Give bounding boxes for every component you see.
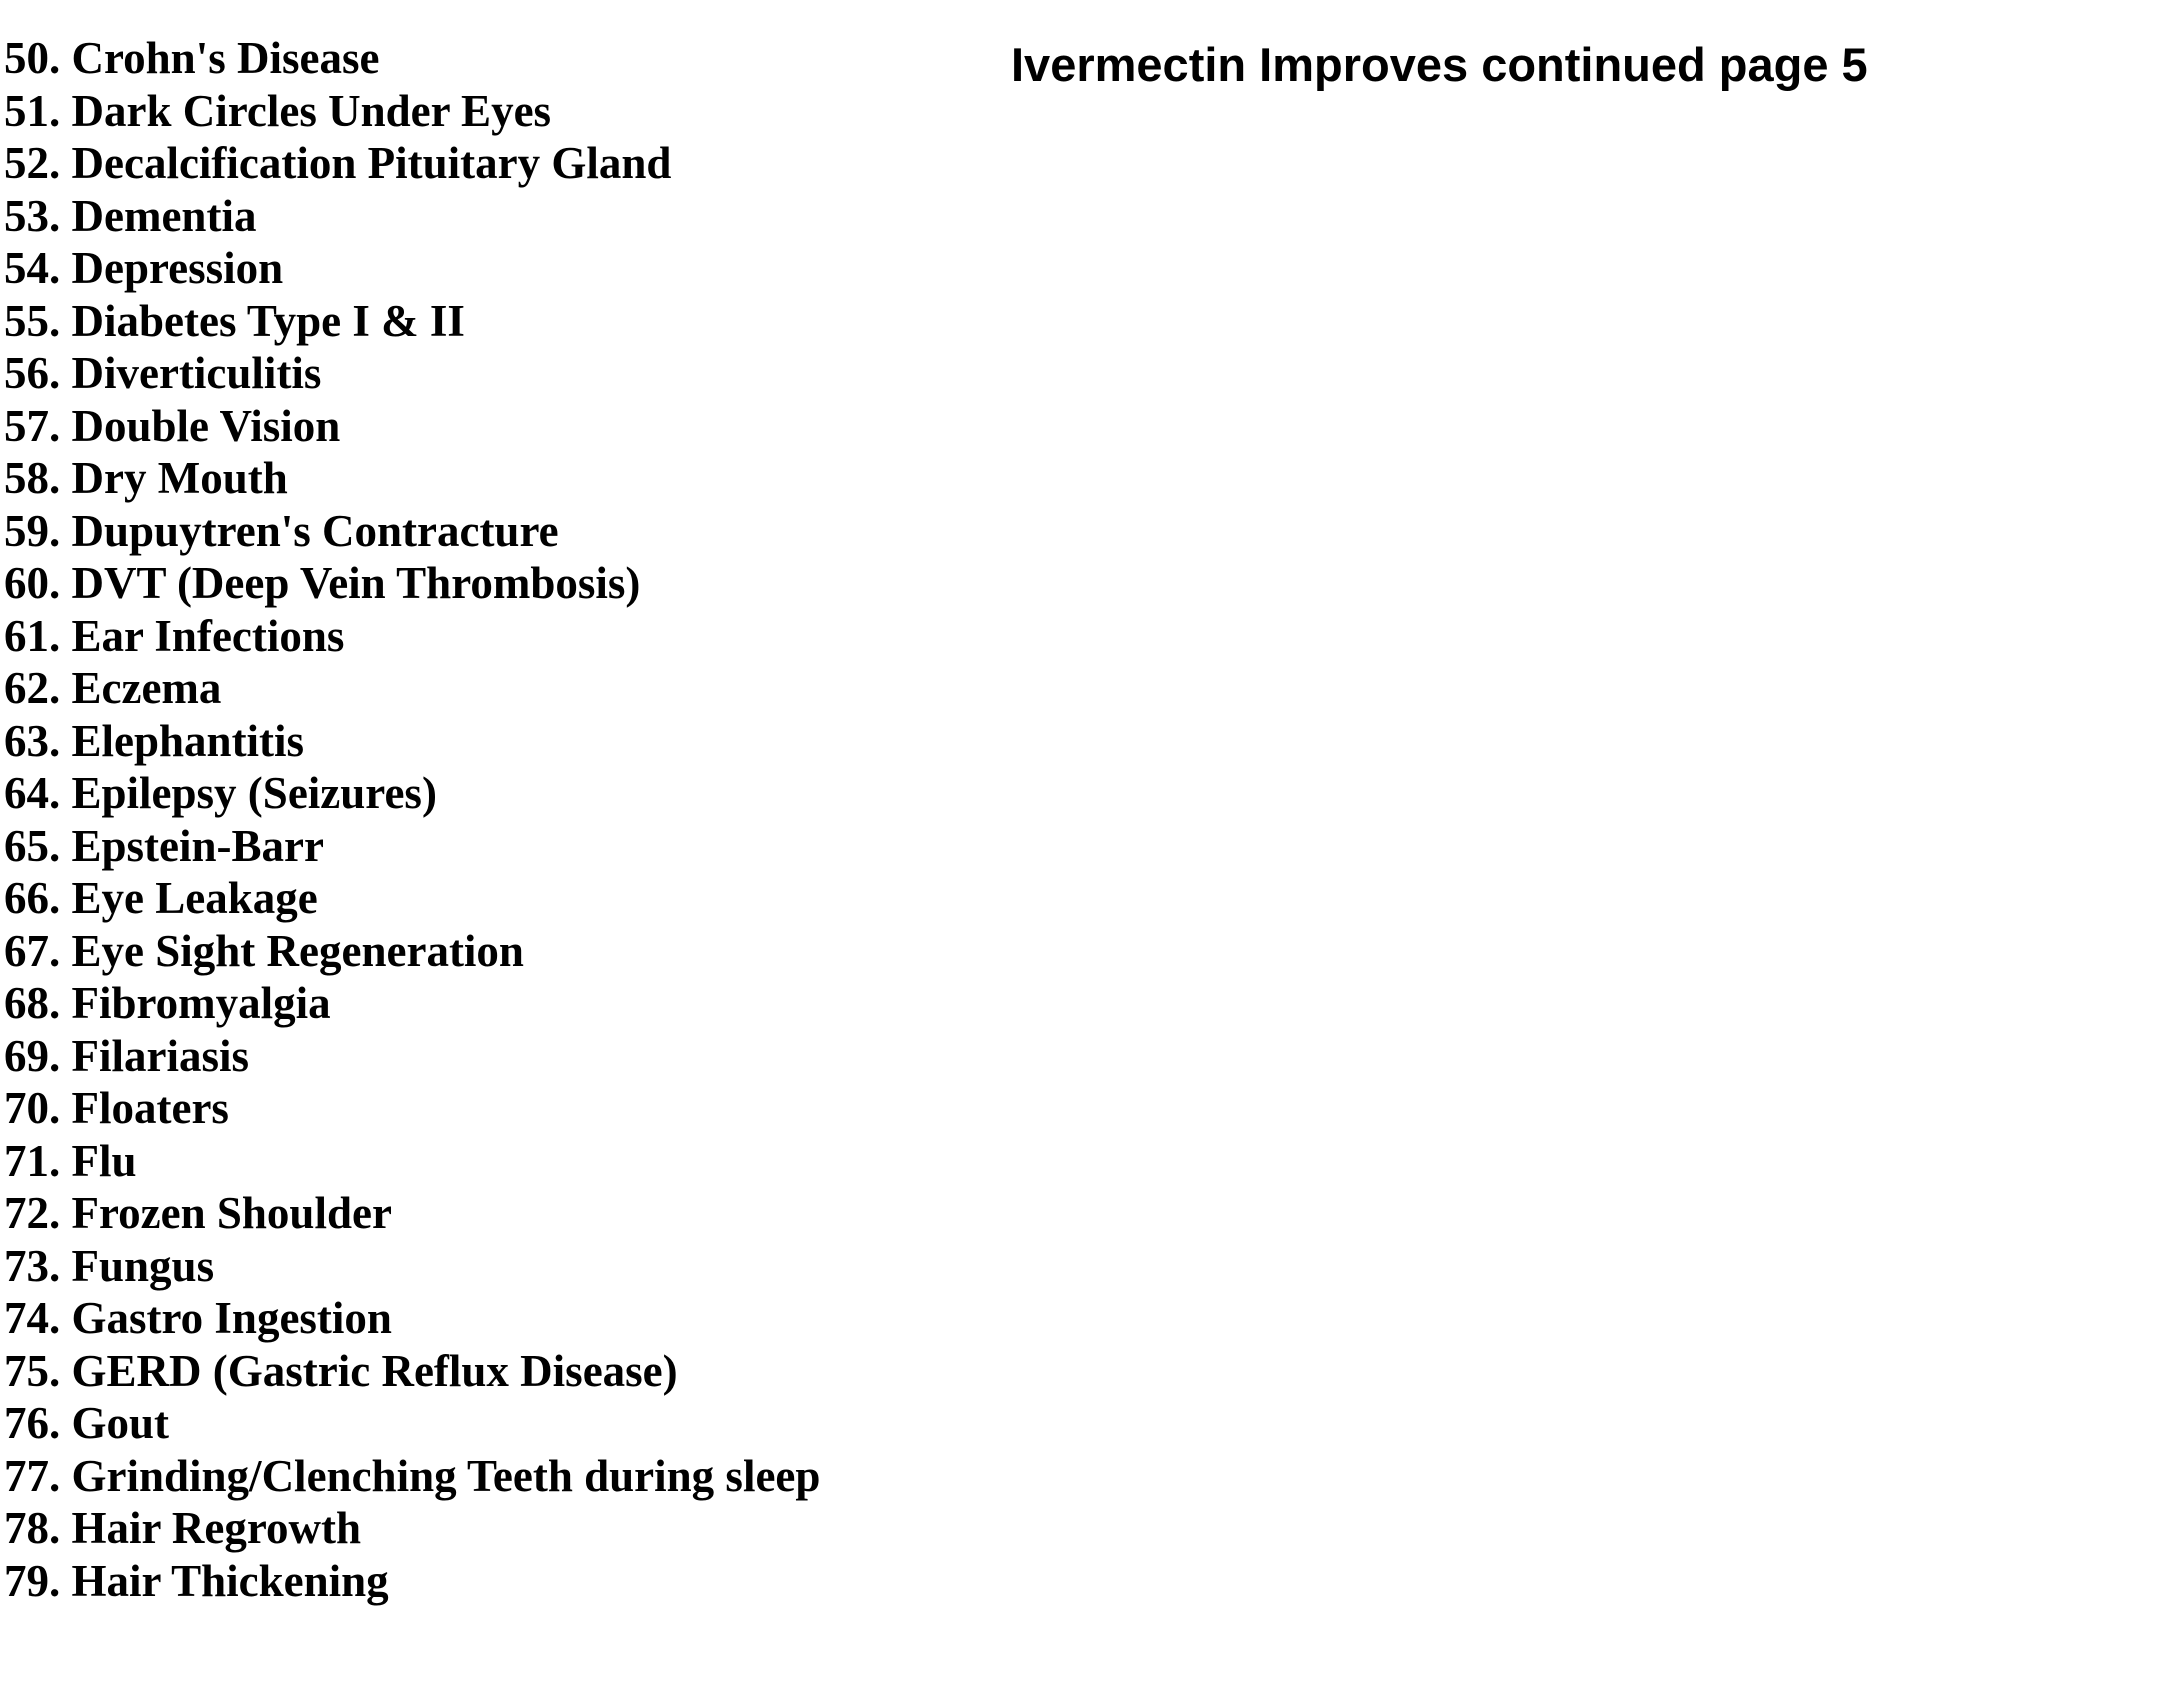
list-item: 71. Flu: [4, 1135, 137, 1186]
list-item: 76. Gout: [4, 1398, 170, 1448]
condition-list: [4, 32, 820, 1607]
list-item: 67. Eye Sight Regeneration: [4, 925, 524, 976]
list-item: 70. Floaters: [4, 1083, 229, 1133]
list-item: 75. GERD (Gastric Reflux Disease): [4, 1345, 678, 1396]
list-item: 57. Double Vision: [4, 400, 341, 451]
list-item: 78. Hair Regrowth: [4, 1503, 362, 1553]
list-item: 58. Dry Mouth: [4, 453, 288, 503]
list-item: 79. Hair Thickening: [4, 1555, 389, 1606]
list-item: 59. Dupuytren's Contracture: [4, 505, 559, 556]
list-item: 54. Depression: [4, 243, 284, 293]
list-item: 56. Diverticulitis: [4, 348, 322, 398]
list-item: 77. Grinding/Clenching Teeth during sleep: [4, 1450, 821, 1501]
list-item: 66. Eye Leakage: [4, 873, 318, 923]
list-item: 55. Diabetes Type I & II: [4, 295, 465, 346]
list-item: 69. Filariasis: [4, 1030, 249, 1081]
list-item: 72. Frozen Shoulder: [4, 1188, 392, 1238]
list-item: 62. Eczema: [4, 663, 222, 713]
list-item: 73. Fungus: [4, 1240, 215, 1291]
list-item: 50. Crohn's Disease: [4, 33, 380, 83]
list-item: 51. Dark Circles Under Eyes: [4, 85, 552, 136]
list-item: 61. Ear Infections: [4, 610, 345, 661]
list-item: 60. DVT (Deep Vein Thrombosis): [4, 558, 641, 608]
list-item: 52. Decalcification Pituitary Gland: [4, 138, 672, 188]
list-item: 65. Epstein-Barr: [4, 820, 324, 871]
list-item: 53. Dementia: [4, 190, 257, 241]
page-heading: Ivermectin Improves continued page 5: [1011, 38, 1868, 91]
list-item: 74. Gastro Ingestion: [4, 1293, 392, 1343]
list-item: 63. Elephantitis: [4, 715, 305, 766]
list-item: 68. Fibromyalgia: [4, 978, 331, 1028]
list-item: 64. Epilepsy (Seizures): [4, 768, 437, 818]
